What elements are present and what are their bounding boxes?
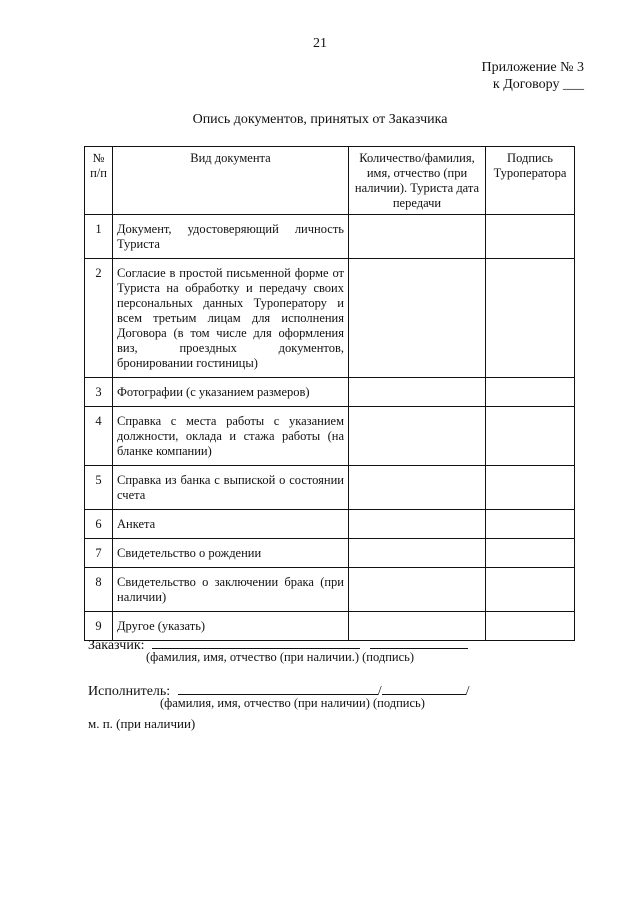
row-number: 9 (85, 612, 113, 641)
customer-name-line (152, 634, 360, 649)
row-quantity-cell (349, 378, 486, 407)
row-number: 4 (85, 407, 113, 466)
row-number: 3 (85, 378, 113, 407)
row-quantity-cell (349, 407, 486, 466)
row-document-type: Документ, удостоверяющий личность Туриста (113, 215, 349, 259)
row-document-type: Другое (указать) (113, 612, 349, 641)
row-signature-cell (486, 215, 575, 259)
table-row (85, 259, 575, 378)
row-signature-cell (486, 612, 575, 641)
row-signature-cell (486, 407, 575, 466)
documents-inventory-table (84, 146, 575, 641)
row-signature-cell (486, 539, 575, 568)
column-header-quantity: Количество/фамилия, имя, отчество (при наличии). Туриста дата передачи (349, 147, 486, 215)
table-row (85, 568, 575, 612)
column-header-document-type: Вид документа (113, 147, 349, 215)
customer-caption: (фамилия, имя, отчество (при наличии.) (подпись) (146, 650, 414, 664)
appendix-label: Приложение № 3 (481, 60, 584, 75)
customer-label: Заказчик: (88, 638, 145, 653)
table-row (85, 510, 575, 539)
table-row (85, 539, 575, 568)
executor-separator: / (377, 684, 382, 699)
row-quantity-cell (349, 568, 486, 612)
row-number: 2 (85, 259, 113, 378)
row-number: 5 (85, 466, 113, 510)
contract-reference: к Договору ___ (492, 77, 584, 92)
row-signature-cell (486, 466, 575, 510)
row-document-type: Анкета (113, 510, 349, 539)
column-header-signature: Подпись Туроператора (486, 147, 575, 215)
document-title: Опись документов, принятых от Заказчика (192, 112, 448, 127)
page-number: 21 (313, 36, 327, 51)
executor-label: Исполнитель: (88, 684, 171, 699)
row-document-type: Согласие в простой письменной форме от Туриста на обработку и передачу своих персональных данных Туроператору и всем третьим лицам для исполнения Договора (в том числе для оформления виз, проездных документов, бронировании гостиницы) (113, 259, 349, 378)
row-quantity-cell (349, 510, 486, 539)
executor-signature-line (382, 680, 466, 695)
row-signature-cell (486, 510, 575, 539)
row-quantity-cell (349, 215, 486, 259)
row-number: 1 (85, 215, 113, 259)
executor-caption: (фамилия, имя, отчество (при наличии) (подпись) (160, 696, 425, 710)
row-number: 7 (85, 539, 113, 568)
row-quantity-cell (349, 466, 486, 510)
row-document-type: Справка с места работы с указанием должности, оклада и стажа работы (на бланке компании) (113, 407, 349, 466)
table-row (85, 466, 575, 510)
executor-name-line (178, 680, 378, 695)
row-quantity-cell (349, 259, 486, 378)
row-document-type: Справка из банка с выпиской о состоянии счета (113, 466, 349, 510)
executor-separator: / (465, 684, 470, 699)
row-document-type: Фотографии (с указанием размеров) (113, 378, 349, 407)
row-signature-cell (486, 568, 575, 612)
row-number: 8 (85, 568, 113, 612)
row-number: 6 (85, 510, 113, 539)
customer-signature-line (370, 634, 468, 649)
row-signature-cell (486, 378, 575, 407)
row-document-type: Свидетельство о заключении брака (при наличии) (113, 568, 349, 612)
row-quantity-cell (349, 539, 486, 568)
stamp-note: м. п. (при наличии) (88, 716, 196, 731)
row-signature-cell (486, 259, 575, 378)
table-row (85, 378, 575, 407)
table-header-row (85, 147, 575, 215)
table-row (85, 407, 575, 466)
column-header-number: № п/п (85, 147, 113, 215)
row-document-type: Свидетельство о рождении (113, 539, 349, 568)
table-row (85, 215, 575, 259)
